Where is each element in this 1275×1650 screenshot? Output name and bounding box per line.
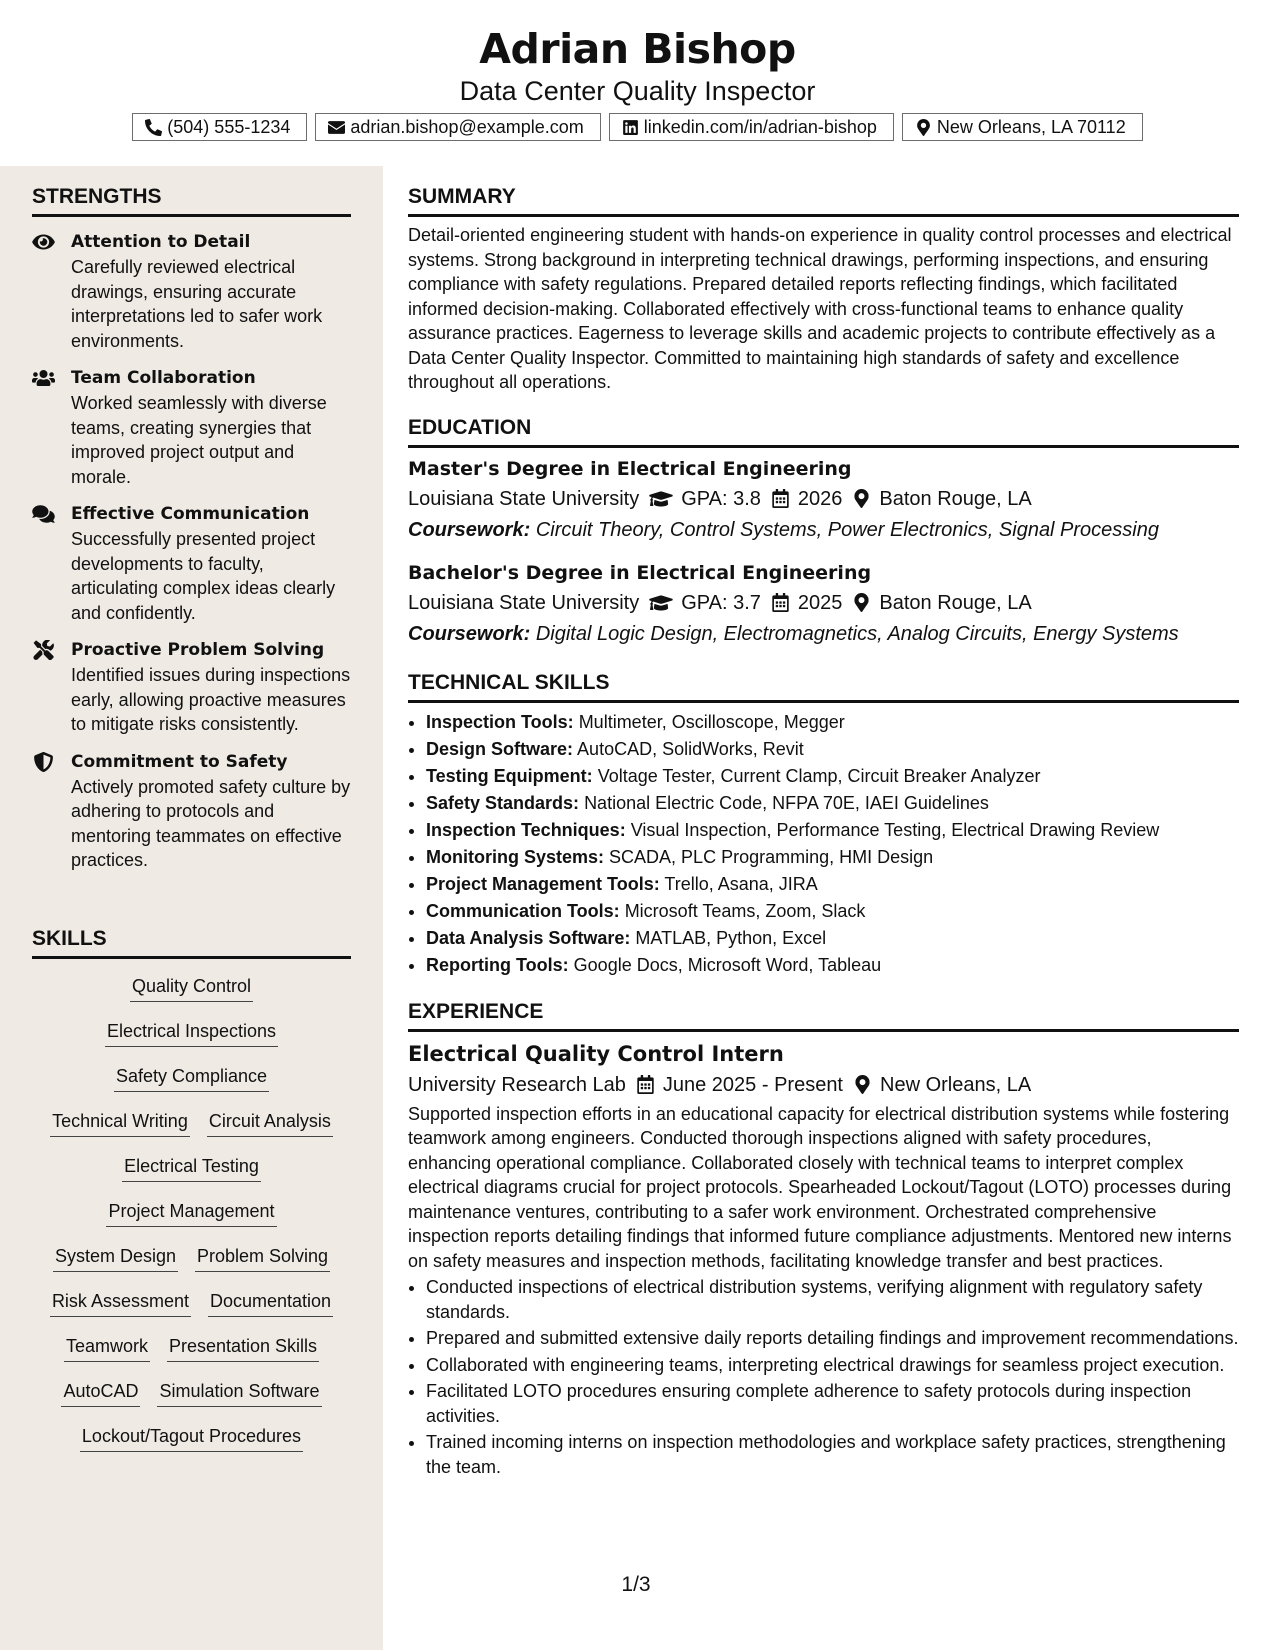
strength-title: Effective Communication [71, 504, 310, 524]
strengths-section [32, 182, 351, 873]
skills-chip-list [32, 973, 351, 1468]
grad-year: 2025 [797, 591, 843, 614]
skill-label: Monitoring Systems: [426, 846, 605, 867]
skill-label: Project Management Tools: [426, 873, 660, 894]
education-heading: EDUCATION [408, 413, 1239, 448]
skill-chip: System Design [53, 1243, 178, 1272]
skill-value: SCADA, PLC Programming, HMI Design [609, 846, 934, 867]
position-dates: June 2025 - Present [662, 1073, 843, 1096]
strength-item [32, 749, 351, 873]
skill-chip: Electrical Inspections [105, 1018, 278, 1047]
users-icon [32, 368, 55, 388]
degree-title: Master's Degree in Electrical Engineering [408, 457, 852, 480]
skill-value: Google Docs, Microsoft Word, Tableau [573, 954, 882, 975]
degree-title: Bachelor's Degree in Electrical Engineering [408, 561, 872, 584]
skill-chip: Risk Assessment [50, 1288, 191, 1317]
skill-chip: Presentation Skills [167, 1333, 319, 1362]
experience-section [408, 997, 1239, 1480]
comments-icon [32, 504, 55, 524]
skills-heading: SKILLS [32, 924, 351, 959]
skill-label: Safety Standards: [426, 792, 580, 813]
list-item: • Prepared and submitted extensive daily reports detailing findings and improvement recommendations. [426, 1326, 1239, 1351]
list-item [426, 709, 1239, 736]
coursework-label: Coursework: [408, 622, 531, 645]
skill-chip: Simulation Software [157, 1378, 321, 1407]
skill-label: Reporting Tools: [426, 954, 569, 975]
linkedin-text: linkedin.com/in/adrian-bishop [643, 117, 877, 137]
coursework [408, 514, 1239, 546]
technical-skills-section [408, 668, 1239, 979]
map-pin-icon [852, 593, 871, 612]
contact-phone[interactable] [132, 113, 307, 141]
location-text: New Orleans, LA 70112 [936, 117, 1126, 137]
strength-title: Commitment to Safety [71, 751, 288, 772]
skill-value: National Electric Code, NFPA 70E, IAEI Guidelines [584, 792, 989, 813]
list-item [426, 898, 1239, 925]
gpa: GPA: 3.7 [681, 591, 761, 614]
experience-heading: EXPERIENCE [408, 997, 1239, 1032]
skill-chip: Documentation [208, 1288, 333, 1317]
skills-section [32, 924, 351, 1468]
skill-value: Visual Inspection, Performance Testing, Electrical Drawing Review [630, 819, 1160, 840]
position-title: Electrical Quality Control Intern [408, 1041, 784, 1066]
calendar-icon [636, 1075, 655, 1094]
position-description: Supported inspection efforts in an educational capacity for electrical distribution systems while fostering teamwork among engineers. Conducted thorough inspections aligned with safety procedures, enhancing operational compliance. Collaborated closely with technical teams to interpret complex electrical diagrams crucial for project protocols. Spearheaded Lockout/Tagout (LOTO) processes during maintenance ventures, contributing to a safer work environment. Orchestrated comprehensive inspection reports detailing findings that informed future compliance adjustments. Mentored new interns on safety measures and inspection methods, facilitating knowledge transfer and best practices. [408, 1103, 1232, 1271]
strength-desc: Worked seamlessly with diverse teams, creating synergies that improved project output and morale. [71, 393, 327, 487]
strength-title: Team Collaboration [71, 368, 256, 388]
map-pin-icon [852, 489, 871, 508]
summary-text: Detail-oriented engineering student with hands-on experience in quality control processes and electrical systems. Strong background in interpreting technical drawings, performing inspections, and ensuring compliance with safety regulations. Prepared detailed reports reflecting findings, which facilitated informed decision-making. Collaborated effectively with cross-functional teams to enhance quality assurance practices. Eagerness to leverage skills and academic projects to contribute effectively as a Data Center Quality Inspector. Committed to maintaining high standards of safety and excellence throughout all operations. [408, 225, 1232, 392]
list-item: • Conducted inspections of electrical distribution systems, verifying alignment with regulatory safety standards. [426, 1275, 1239, 1324]
skill-value: MATLAB, Python, Excel [635, 927, 827, 948]
list-item [426, 763, 1239, 790]
list-item: • Collaborated with engineering teams, interpreting electrical drawings for seamless project execution. [426, 1353, 1239, 1378]
skill-label: Inspection Tools: [426, 711, 574, 732]
list-item [426, 871, 1239, 898]
skill-value: Voltage Tester, Current Clamp, Circuit Breaker Analyzer [597, 765, 1041, 786]
strength-title: Proactive Problem Solving [71, 640, 325, 660]
skill-chip: Problem Solving [195, 1243, 330, 1272]
graduation-cap-icon [649, 593, 673, 612]
skill-value: AutoCAD, SolidWorks, Revit [577, 738, 804, 759]
strength-title: Attention to Detail [71, 232, 251, 252]
coursework-list: Circuit Theory, Control Systems, Power Electronics, Signal Processing [535, 518, 1159, 541]
list-item [426, 925, 1239, 952]
coursework [408, 618, 1239, 650]
skill-chip: Teamwork [64, 1333, 150, 1362]
graduation-cap-icon [649, 489, 673, 508]
candidate-name: Adrian Bishop [479, 25, 796, 73]
list-item [426, 736, 1239, 763]
coursework-label: Coursework: [408, 518, 531, 541]
strength-item [32, 229, 351, 353]
gpa: GPA: 3.8 [681, 487, 761, 510]
position-location: New Orleans, LA [880, 1073, 1032, 1096]
strength-desc: Carefully reviewed electrical drawings, ensuring accurate interpretations led to safer work environments. [71, 257, 323, 351]
skill-chip: Project Management [106, 1198, 276, 1227]
skill-value: Microsoft Teams, Zoom, Slack [624, 900, 866, 921]
contact-location [902, 113, 1143, 141]
list-item: • Trained incoming interns on inspection methodologies and workplace safety practices, strengthening the team. [426, 1430, 1239, 1479]
shield-icon [32, 752, 55, 772]
map-pin-icon [853, 1075, 872, 1094]
skill-label: Communication Tools: [426, 900, 620, 921]
skill-chip: Safety Compliance [114, 1063, 269, 1092]
skill-value: Multimeter, Oscilloscope, Megger [578, 711, 845, 732]
main-column [408, 166, 1239, 1479]
grad-year: 2026 [797, 487, 843, 510]
education-section [408, 413, 1239, 650]
skill-value: Trello, Asana, JIRA [664, 873, 818, 894]
tools-icon [32, 640, 55, 660]
list-item [426, 790, 1239, 817]
strength-desc: Identified issues during inspections early, allowing proactive measures to mitigate risks consistently. [71, 665, 351, 734]
resume-header [0, 0, 1275, 166]
achievement-list [408, 1275, 1239, 1479]
phone-text: (504) 555-1234 [167, 117, 291, 137]
list-item [426, 817, 1239, 844]
list-item: • Facilitated LOTO procedures ensuring complete adherence to safety protocols during inspection activities. [426, 1379, 1239, 1428]
map-pin-icon [915, 119, 932, 136]
technical-skills-list [408, 709, 1239, 979]
school-location: Baton Rouge, LA [879, 591, 1032, 614]
strength-item [32, 637, 351, 737]
summary-section [408, 182, 1239, 395]
contact-email[interactable] [315, 113, 600, 141]
strength-desc: Actively promoted safety culture by adhering to protocols and mentoring teammates on effective practices. [71, 776, 351, 870]
list-item [426, 952, 1239, 979]
sidebar [0, 166, 383, 1650]
strength-item [32, 365, 351, 489]
education-meta [408, 484, 1239, 514]
email-text: adrian.bishop@example.com [350, 117, 584, 137]
contact-linkedin[interactable] [609, 113, 894, 141]
skill-chip: Technical Writing [50, 1108, 190, 1137]
position-meta [408, 1070, 1239, 1100]
calendar-icon [771, 489, 790, 508]
contact-bar [0, 113, 1275, 141]
organization: University Research Lab [408, 1073, 626, 1096]
skill-chip: Lockout/Tagout Procedures [80, 1423, 303, 1452]
job-title: Data Center Quality Inspector [459, 76, 816, 106]
strength-desc: Successfully presented project developments to faculty, articulating complex ideas clearly and confidently. [71, 529, 336, 623]
skill-label: Design Software: [426, 738, 574, 759]
strength-item [32, 501, 351, 625]
phone-icon [145, 119, 162, 136]
skill-label: Data Analysis Software: [426, 927, 631, 948]
page-number: 1/3 [621, 1573, 651, 1596]
calendar-icon [771, 593, 790, 612]
skill-chip: Quality Control [130, 973, 253, 1002]
linkedin-icon [622, 119, 639, 136]
education-entry [408, 558, 1239, 650]
skill-label: Inspection Techniques: [426, 819, 626, 840]
summary-heading: SUMMARY [408, 182, 1239, 217]
school-name: Louisiana State University [408, 591, 640, 614]
technical-skills-heading: TECHNICAL SKILLS [408, 668, 1239, 703]
skill-chip: Circuit Analysis [207, 1108, 333, 1137]
list-item [426, 844, 1239, 871]
skill-label: Testing Equipment: [426, 765, 593, 786]
school-name: Louisiana State University [408, 487, 640, 510]
coursework-list: Digital Logic Design, Electromagnetics, Analog Circuits, Energy Systems [535, 622, 1179, 645]
eye-icon [32, 232, 55, 252]
skill-chip: AutoCAD [61, 1378, 140, 1407]
strengths-heading: STRENGTHS [32, 182, 351, 217]
school-location: Baton Rouge, LA [879, 487, 1032, 510]
education-meta [408, 588, 1239, 618]
envelope-icon [328, 119, 345, 136]
education-entry [408, 454, 1239, 546]
skill-chip: Electrical Testing [122, 1153, 261, 1182]
